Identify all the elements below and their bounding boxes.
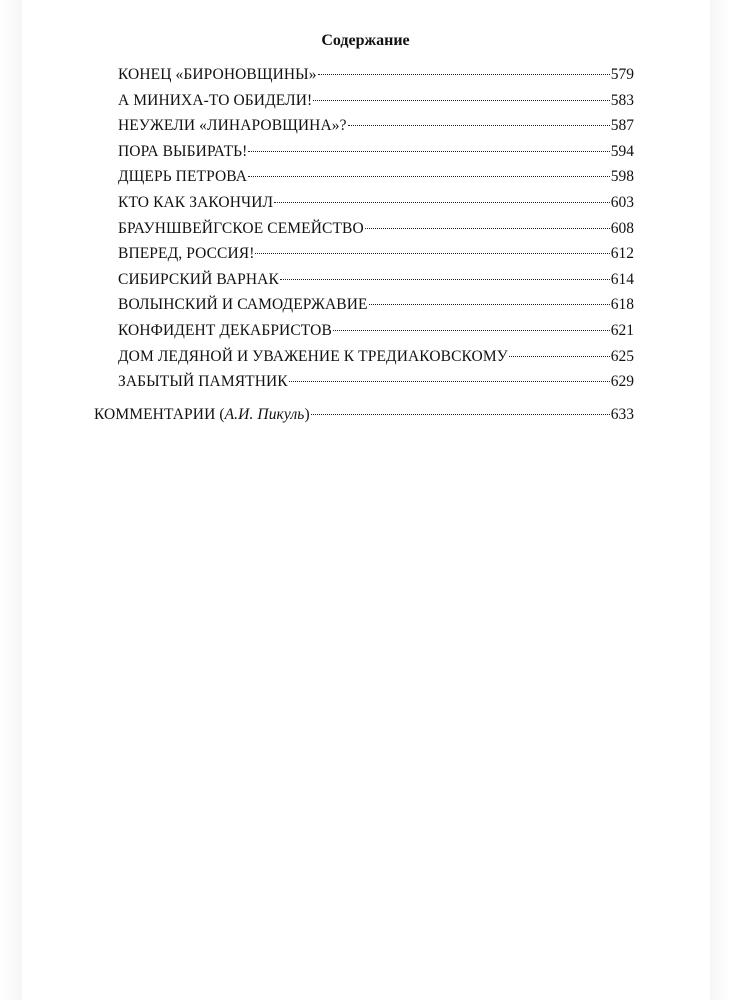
toc-leader-dots bbox=[289, 381, 610, 382]
toc-entry-label: А МИНИХА-ТО ОБИДЕЛИ! bbox=[118, 91, 313, 109]
toc-entry[interactable] bbox=[118, 344, 634, 370]
toc-leader-dots bbox=[348, 125, 610, 126]
toc-entry-label: КОНФИДЕНТ ДЕКАБРИСТОВ bbox=[118, 321, 332, 339]
toc-entry-label: ПОРА ВЫБИРАТЬ! bbox=[118, 142, 248, 160]
toc-leader-dots bbox=[280, 279, 610, 280]
toc-entry-label: ЗАБЫТЫЙ ПАМЯТНИК bbox=[118, 373, 288, 391]
toc-entry-page: 579 bbox=[610, 66, 634, 83]
toc-entry-page: 618 bbox=[610, 296, 634, 314]
toc-leader-dots bbox=[248, 176, 610, 177]
toc-entry-page: 625 bbox=[610, 347, 634, 365]
toc-entry-label: ВОЛЫНСКИЙ И САМОДЕРЖАВИЕ bbox=[118, 296, 368, 314]
toc-entry[interactable] bbox=[118, 88, 634, 114]
toc-entry-label: БРАУНШВЕЙГСКОЕ СЕМЕЙСТВО bbox=[118, 219, 364, 237]
toc-entry-page: 594 bbox=[610, 142, 634, 160]
toc-entry[interactable] bbox=[118, 139, 634, 165]
toc-entry[interactable] bbox=[118, 216, 634, 242]
toc-entry-label: СИБИРСКИЙ ВАРНАК bbox=[118, 270, 279, 288]
toc-entry-label: ВПЕРЕД, РОССИЯ! bbox=[118, 245, 255, 263]
toc-leader-dots bbox=[369, 304, 610, 305]
toc-entry[interactable] bbox=[118, 369, 634, 395]
toc-entry[interactable] bbox=[118, 190, 634, 216]
toc-entry[interactable] bbox=[118, 164, 634, 190]
toc-entry-page: 621 bbox=[610, 321, 634, 339]
toc-entry[interactable] bbox=[118, 62, 634, 88]
toc-entry-label: ДЩЕРЬ ПЕТРОВА bbox=[118, 168, 248, 186]
toc-leader-dots bbox=[274, 202, 610, 203]
toc-entry-page: 603 bbox=[610, 193, 634, 211]
toc-entry-page: 629 bbox=[610, 373, 634, 391]
comments-label-close: ) bbox=[304, 405, 310, 423]
toc-leader-dots bbox=[248, 151, 609, 152]
toc-entry[interactable] bbox=[118, 318, 634, 344]
toc-leader-dots bbox=[313, 100, 609, 101]
toc-entry-page: 583 bbox=[610, 91, 634, 109]
toc-list bbox=[0, 62, 731, 427]
toc-entry-page: 608 bbox=[610, 219, 634, 237]
toc-entry-label: КОНЕЦ «БИРОНОВЩИНЫ» bbox=[118, 66, 317, 83]
comments-author: А.И. Пикуль bbox=[224, 405, 305, 423]
toc-entry-label bbox=[94, 402, 310, 428]
toc-entry[interactable] bbox=[118, 113, 634, 139]
comments-label: КОММЕНТАРИИ ( bbox=[94, 405, 225, 423]
toc-entry-comments[interactable] bbox=[94, 402, 634, 428]
toc-leader-dots bbox=[255, 253, 609, 254]
toc-entry-page: 612 bbox=[610, 245, 634, 263]
toc-entry[interactable] bbox=[118, 241, 634, 267]
toc-leader-dots bbox=[365, 228, 610, 229]
toc-entry-page: 633 bbox=[610, 405, 634, 423]
toc-entry-label: ДОМ ЛЕДЯНОЙ И УВАЖЕНИЕ К ТРЕДИАКОВСКОМУ bbox=[118, 347, 508, 365]
toc-title: Содержание bbox=[321, 32, 410, 49]
toc-leader-dots bbox=[318, 74, 610, 75]
toc-leader-dots bbox=[311, 414, 610, 415]
toc-entry-label: НЕУЖЕЛИ «ЛИНАРОВЩИНА»? bbox=[118, 117, 347, 135]
toc-entry[interactable] bbox=[118, 292, 634, 318]
toc-entry[interactable] bbox=[118, 267, 634, 293]
toc-entry-page: 614 bbox=[610, 270, 634, 288]
toc-leader-dots bbox=[509, 356, 610, 357]
toc-leader-dots bbox=[333, 330, 610, 331]
toc-entry-page: 587 bbox=[610, 117, 634, 135]
toc-entry-page: 598 bbox=[610, 168, 634, 186]
toc-entry-label: КТО КАК ЗАКОНЧИЛ bbox=[118, 193, 274, 211]
